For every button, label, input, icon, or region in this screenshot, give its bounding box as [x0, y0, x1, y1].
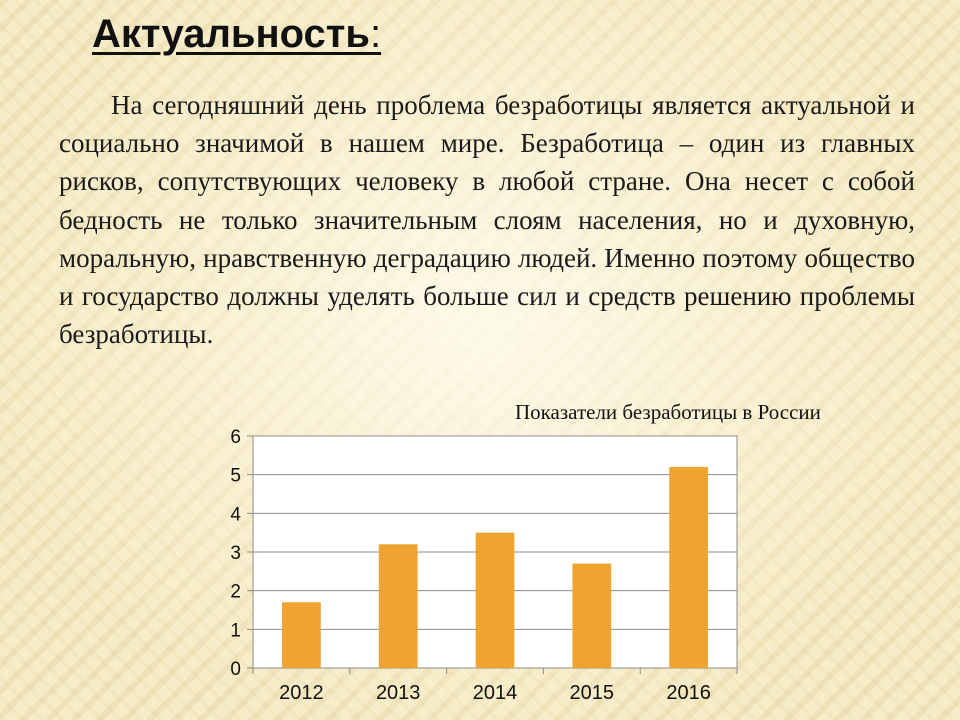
- slide-title: [92, 12, 381, 57]
- slide-title-colon: :: [369, 12, 382, 56]
- plot-area: [253, 436, 737, 668]
- chart-title: Показатели безработицы в России: [515, 400, 821, 424]
- bar: [669, 467, 708, 668]
- y-tick-label: 5: [230, 465, 241, 487]
- x-tick-label: 2013: [375, 682, 421, 704]
- bar: [282, 602, 321, 668]
- y-tick-label: 6: [230, 427, 241, 448]
- x-tick-label: 2014: [472, 682, 518, 704]
- bar: [476, 533, 515, 668]
- x-tick-label: 2012: [279, 682, 324, 704]
- x-tick-label: 2015: [569, 682, 615, 704]
- bar: [379, 544, 418, 668]
- slide-title-text: Актуальность: [92, 12, 370, 56]
- x-tick-label: 2016: [666, 682, 711, 704]
- y-tick-label: 1: [230, 620, 241, 642]
- y-tick-label: 2: [230, 581, 241, 603]
- bar: [572, 564, 611, 668]
- y-tick-label: 4: [230, 504, 241, 526]
- y-tick-label: 3: [230, 543, 241, 564]
- y-tick-label: 0: [230, 659, 241, 680]
- slide-paragraph: На сегодняшний день проблема безработицы является актуальной и социально значимой в нашем мире. Безработица – один из главных рисков, сопутствующих человеку в любой стране. Она несет с собой бедность не только значительным слоям населения, но и духовную, моральную, нравственную деградацию людей. Именно поэтому общество и государство должны уделять больше сил и средств решению проблемы безработицы.: [59, 90, 915, 350]
